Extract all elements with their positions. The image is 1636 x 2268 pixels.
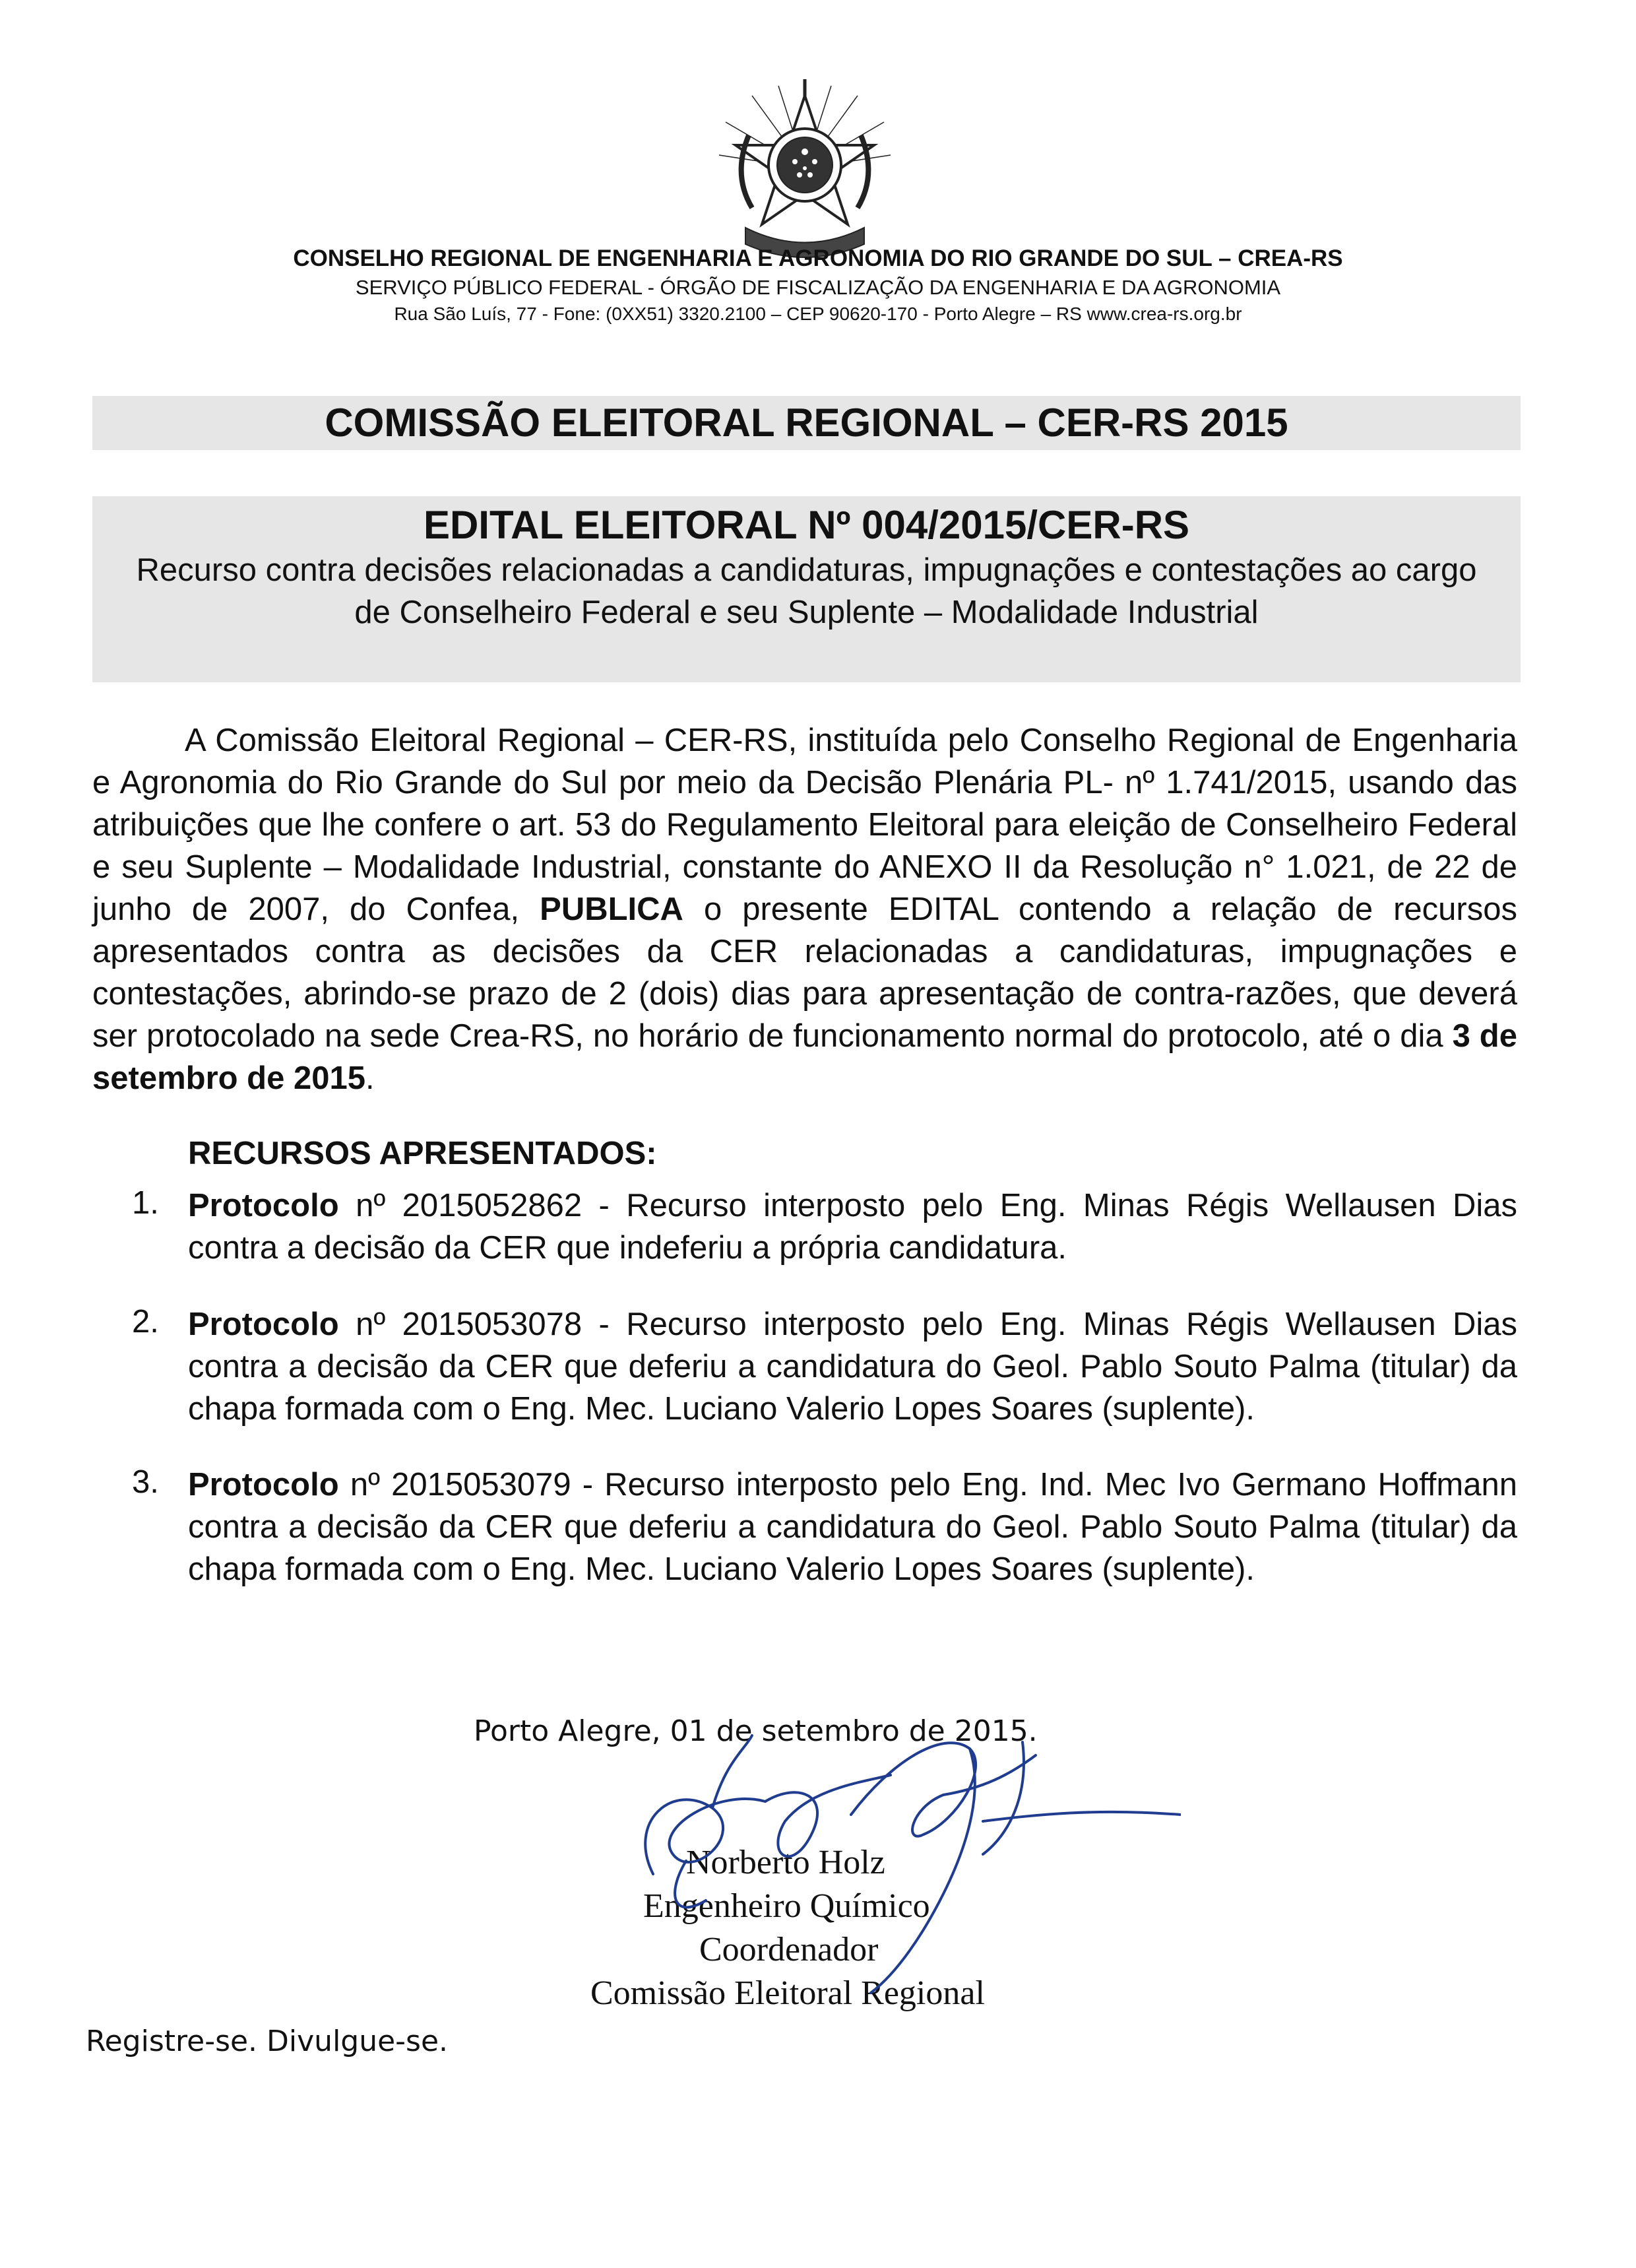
body-bold-publica: PUBLICA xyxy=(540,891,683,927)
body-text-2: o presente EDITAL contendo a relação de recursos apresentados contra as decisões da CER relacionadas a candidaturas, impugnações e contestações, abrindo-se prazo de 2 (dois) dias para apresentação de contra-razões, que deverá ser protocolado na sede Crea-RS, no horário de funcionamento normal do protocolo, até o dia xyxy=(92,891,1517,1054)
header-institution: CONSELHO REGIONAL DE ENGENHARIA E AGRONOMIA DO RIO GRANDE DO SUL – CREA-RS xyxy=(293,245,1343,271)
list-item-text: nº 2015052862 - Recurso interposto pelo Eng. Minas Régis Wellausen Dias contra a decisão da CER que indeferiu a própria candidatura. xyxy=(188,1188,1517,1266)
list-item-number: 3. xyxy=(132,1464,159,1500)
header-service: SERVIÇO PÚBLICO FEDERAL - ÓRGÃO DE FISCALIZAÇÃO DA ENGENHARIA E DA AGRONOMIA xyxy=(355,276,1281,299)
list-item-text: nº 2015053078 - Recurso interposto pelo Eng. Minas Régis Wellausen Dias contra a decisão da CER que deferiu a candidatura do Geol. Pablo Souto Palma (titular) da chapa formada com o Eng. Mec. Luciano Valerio Lopes Soares (suplente). xyxy=(188,1307,1517,1427)
list-item xyxy=(188,1303,1517,1430)
list-item-label: Protocolo xyxy=(188,1188,339,1223)
recursos-heading: RECURSOS APRESENTADOS: xyxy=(188,1136,657,1171)
edital-subtitle: Recurso contra decisões relacionadas a candidaturas, impugnações e contestações ao cargo de Conselheiro Federal e seu Suplente – Modalidade Industrial xyxy=(136,552,1477,630)
signer-title: Engenheiro Químico xyxy=(643,1887,930,1925)
header-address: Rua São Luís, 77 - Fone: (0XX51) 3320.2100 – CEP 90620-170 - Porto Alegre – RS www.crea-rs.org.br xyxy=(394,304,1242,324)
handwritten-signature-icon xyxy=(614,1722,1181,1999)
signer-org: Comissão Eleitoral Regional xyxy=(590,1974,985,2012)
commission-title: COMISSÃO ELEITORAL REGIONAL – CER-RS 2015 xyxy=(325,401,1288,445)
brazil-coat-of-arms-icon xyxy=(712,76,897,267)
body-paragraph xyxy=(92,719,1517,1099)
footer-note: Registre-se. Divulgue-se. xyxy=(86,2025,449,2058)
body-text-1: A Comissão Eleitoral Regional – CER-RS, instituída pelo Conselho Regional de Engenharia e Agronomia do Rio Grande do Sul por meio da Decisão Plenária PL- nº 1.741/2015, usando das atribuições que lhe confere o art. 53 do Regulamento Eleitoral para eleição de Conselheiro Federal e seu Suplente – Modalidade Industrial, constante do ANEXO II da Resolução n° 1.021, de 22 de junho de 2007, do Confea, xyxy=(92,723,1517,927)
signer-role: Coordenador xyxy=(699,1931,879,1968)
edital-band xyxy=(92,496,1521,682)
edital-title: EDITAL ELEITORAL Nº 004/2015/CER-RS xyxy=(423,503,1190,547)
list-item-number: 2. xyxy=(132,1304,159,1340)
list-item-label: Protocolo xyxy=(188,1307,339,1342)
body-bold-date: 3 de setembro de 2015 xyxy=(92,1018,1517,1096)
commission-band xyxy=(92,396,1521,450)
signer-name: Norberto Holz xyxy=(686,1844,885,1881)
list-item xyxy=(188,1184,1517,1269)
list-item-text: nº 2015053079 - Recurso interposto pelo Eng. Ind. Mec Ivo Germano Hoffmann contra a decisão da CER que deferiu a candidatura do Geol. Pablo Souto Palma (titular) da chapa formada com o Eng. Mec. Luciano Valerio Lopes Soares (suplente). xyxy=(188,1467,1517,1587)
list-item-number: 1. xyxy=(132,1185,159,1221)
place-date: Porto Alegre, 01 de setembro de 2015. xyxy=(474,1714,1038,1748)
body-text-3: . xyxy=(365,1060,375,1096)
list-item-label: Protocolo xyxy=(188,1467,339,1503)
list-item xyxy=(188,1464,1517,1590)
